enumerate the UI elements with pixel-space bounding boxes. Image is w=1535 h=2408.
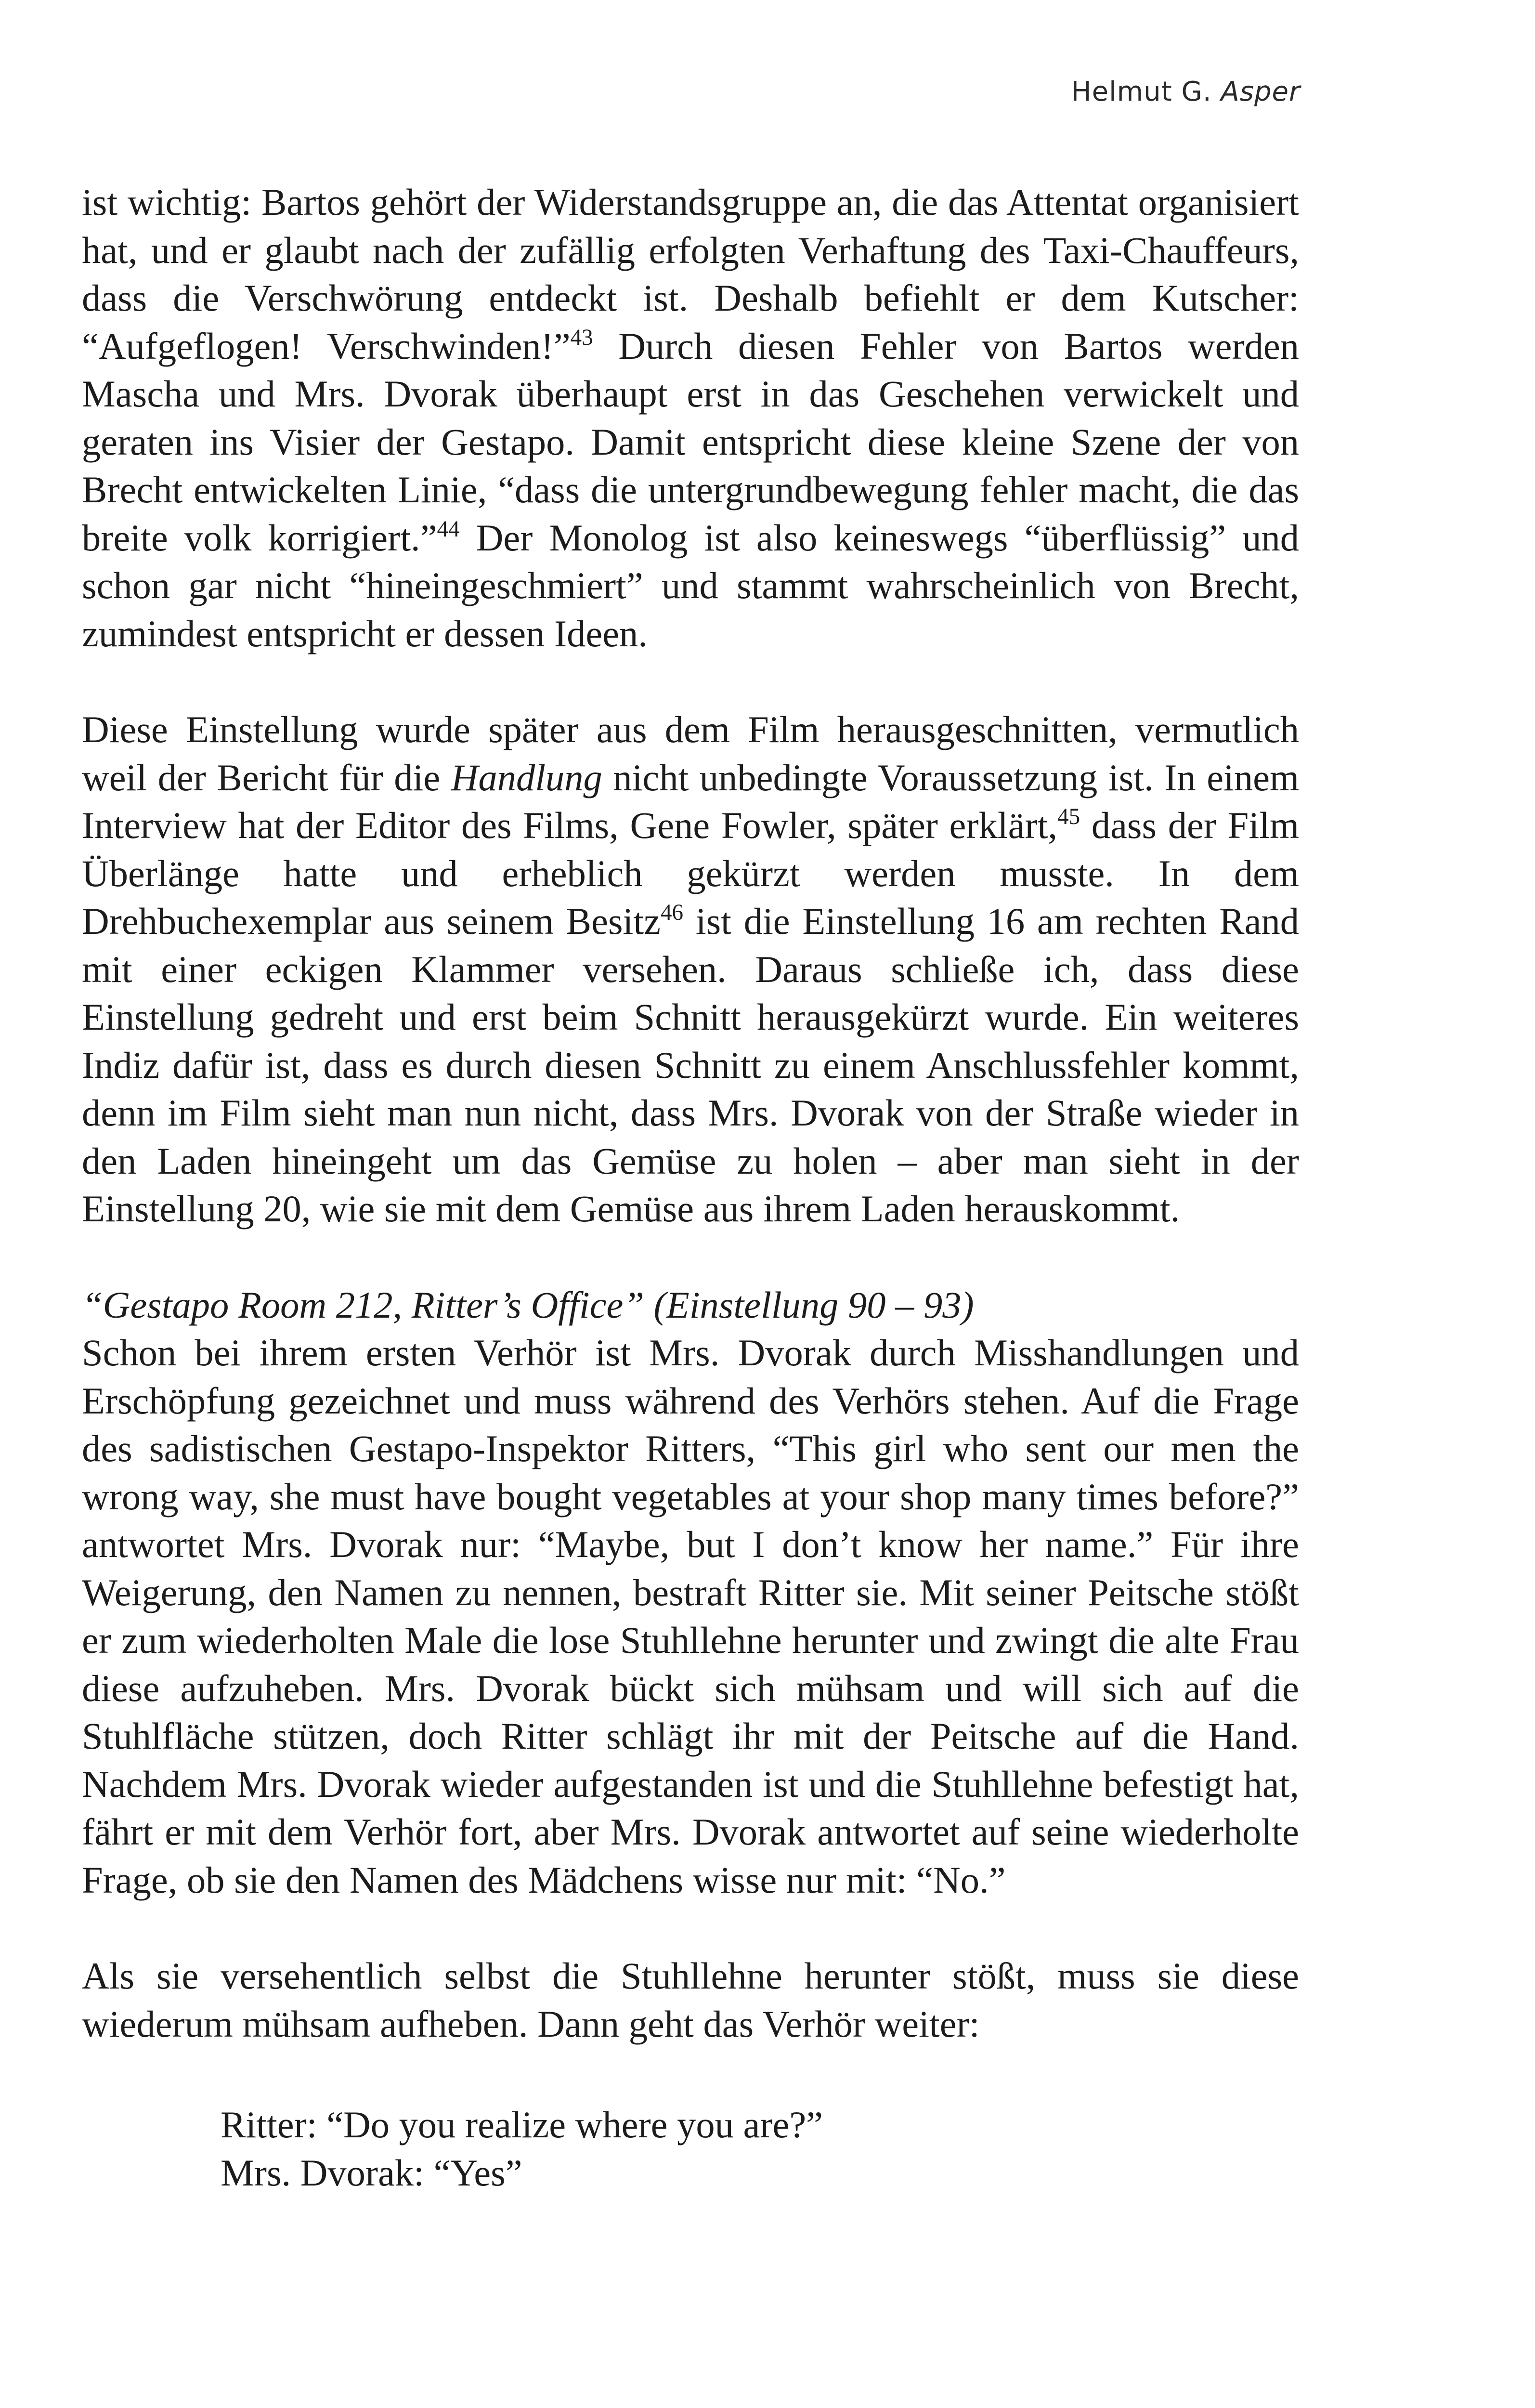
running-head-author-first: Helmut G. [1071,76,1212,107]
footnote-ref-46[interactable]: 46 [660,900,684,925]
paragraph-4: Als sie versehentlich selbst die Stuhllehne herunter stößt, muss sie diese wiederum mühsam aufheben. Dann geht das Verhör weiter: [82,1955,1299,2045]
paragraph-2 [82,706,1299,1233]
paragraph-2-text-a: Diese Einstellung wurde später aus dem Film herausgeschnitten, vermutlich weil der Bericht für die [82,708,1299,798]
footnote-ref-44[interactable]: 44 [437,516,460,542]
dialogue-line-2: Mrs. Dvorak: “Yes” [221,2151,522,2194]
running-head-author-last: Asper [1221,76,1301,107]
paragraph-2-text-d: ist die Einstellung 16 am rechten Rand mit einer eckigen Klammer versehen. Daraus schließe ich, dass diese Einstellung gedreht und erst beim Schnitt herausgekürzt wurde. Ein weiteres Indiz dafür ist, dass es durch diesen Schnitt zu einem Anschlussfehler kommt, denn im Film sieht man nun nicht, dass Mrs. Dvorak von der Straße wieder in den Laden hineingeht um das Gemüse zu holen – aber man sieht in der Einstellung 20, wie sie mit dem Gemüse aus ihrem Laden herauskommt. [82,900,1299,1230]
body-text [82,178,1299,2197]
paragraph-3: Schon bei ihrem ersten Verhör ist Mrs. Dvorak durch Misshandlungen und Erschöpfung gezeichnet und muss während des Verhörs stehen. Auf die Frage des sadistischen Gestapo-Inspektor Ritters, “This girl who sent our men the wrong way, she must have bought vegetables at your shop many times before?” antwortet Mrs. Dvorak nur: “Maybe, but I don’t know her name.” Für ihre Weigerung, den Namen zu nennen, bestraft Ritter sie. Mit seiner Peitsche stößt er zum wiederholten Male die lose Stuhllehne herunter und zwingt die alte Frau diese aufzuheben. Mrs. Dvorak bückt sich mühsam und will sich auf die Stuhlfläche stützen, doch Ritter schlägt ihr mit der Peitsche auf die Hand. Nachdem Mrs. Dvorak wieder aufgestanden ist und die Stuhllehne befestigt hat, fährt er mit dem Verhör fort, aber Mrs. Dvorak antwortet auf seine wiederholte Frage, ob sie den Namen des Mädchens wisse nur mit: “No.” [82,1332,1299,1901]
section-heading: “Gestapo Room 212, Ritter’s Office” (Einstellung 90 – 93) [82,1283,974,1326]
dialogue-line-1: Ritter: “Do you realize where you are?” [221,2104,823,2146]
footnote-ref-43[interactable]: 43 [570,325,593,350]
paragraph-1-text-a: ist wichtig: Bartos gehört der Widerstandsgruppe an, die das Attentat organisiert hat, und er glaubt nach der zufällig erfolgten Verhaftung des Taxi-Chauffeurs, dass die Verschwörung entdeckt ist. Deshalb befiehlt er dem Kutscher: “Aufgeflogen! Verschwinden!” [82,181,1299,367]
paragraph-2-text-c: dass der Film Überlänge hatte und erheblich gekürzt werden musste. In dem Drehbuchexemplar aus seinem Besitz [82,804,1300,942]
paragraph-2-italic-term: Handlung [451,756,602,798]
running-head [1071,76,1301,107]
paragraph-1-text-c: Der Monolog ist also keineswegs “überflüssig” und schon gar nicht “hineingeschmiert” und stammt wahrscheinlich von Brecht, zumindest entspricht er dessen Ideen. [82,516,1299,654]
paragraph-2-text-b: nicht unbedingte Voraussetzung ist. In einem Interview hat der Editor des Films, Gene Fowler, später erklärt, [82,756,1299,846]
footnote-ref-45[interactable]: 45 [1057,804,1080,829]
paragraph-1-text-b: Durch diesen Fehler von Bartos werden Mascha und Mrs. Dvorak überhaupt erst in das Geschehen verwickelt und geraten ins Visier der Gestapo. Damit entspricht diese kleine Szene der von Brecht entwickelten Linie, “dass die untergrundbewegung fehler macht, die das breite volk korrigiert.” [82,325,1299,559]
paragraph-1 [82,178,1299,657]
